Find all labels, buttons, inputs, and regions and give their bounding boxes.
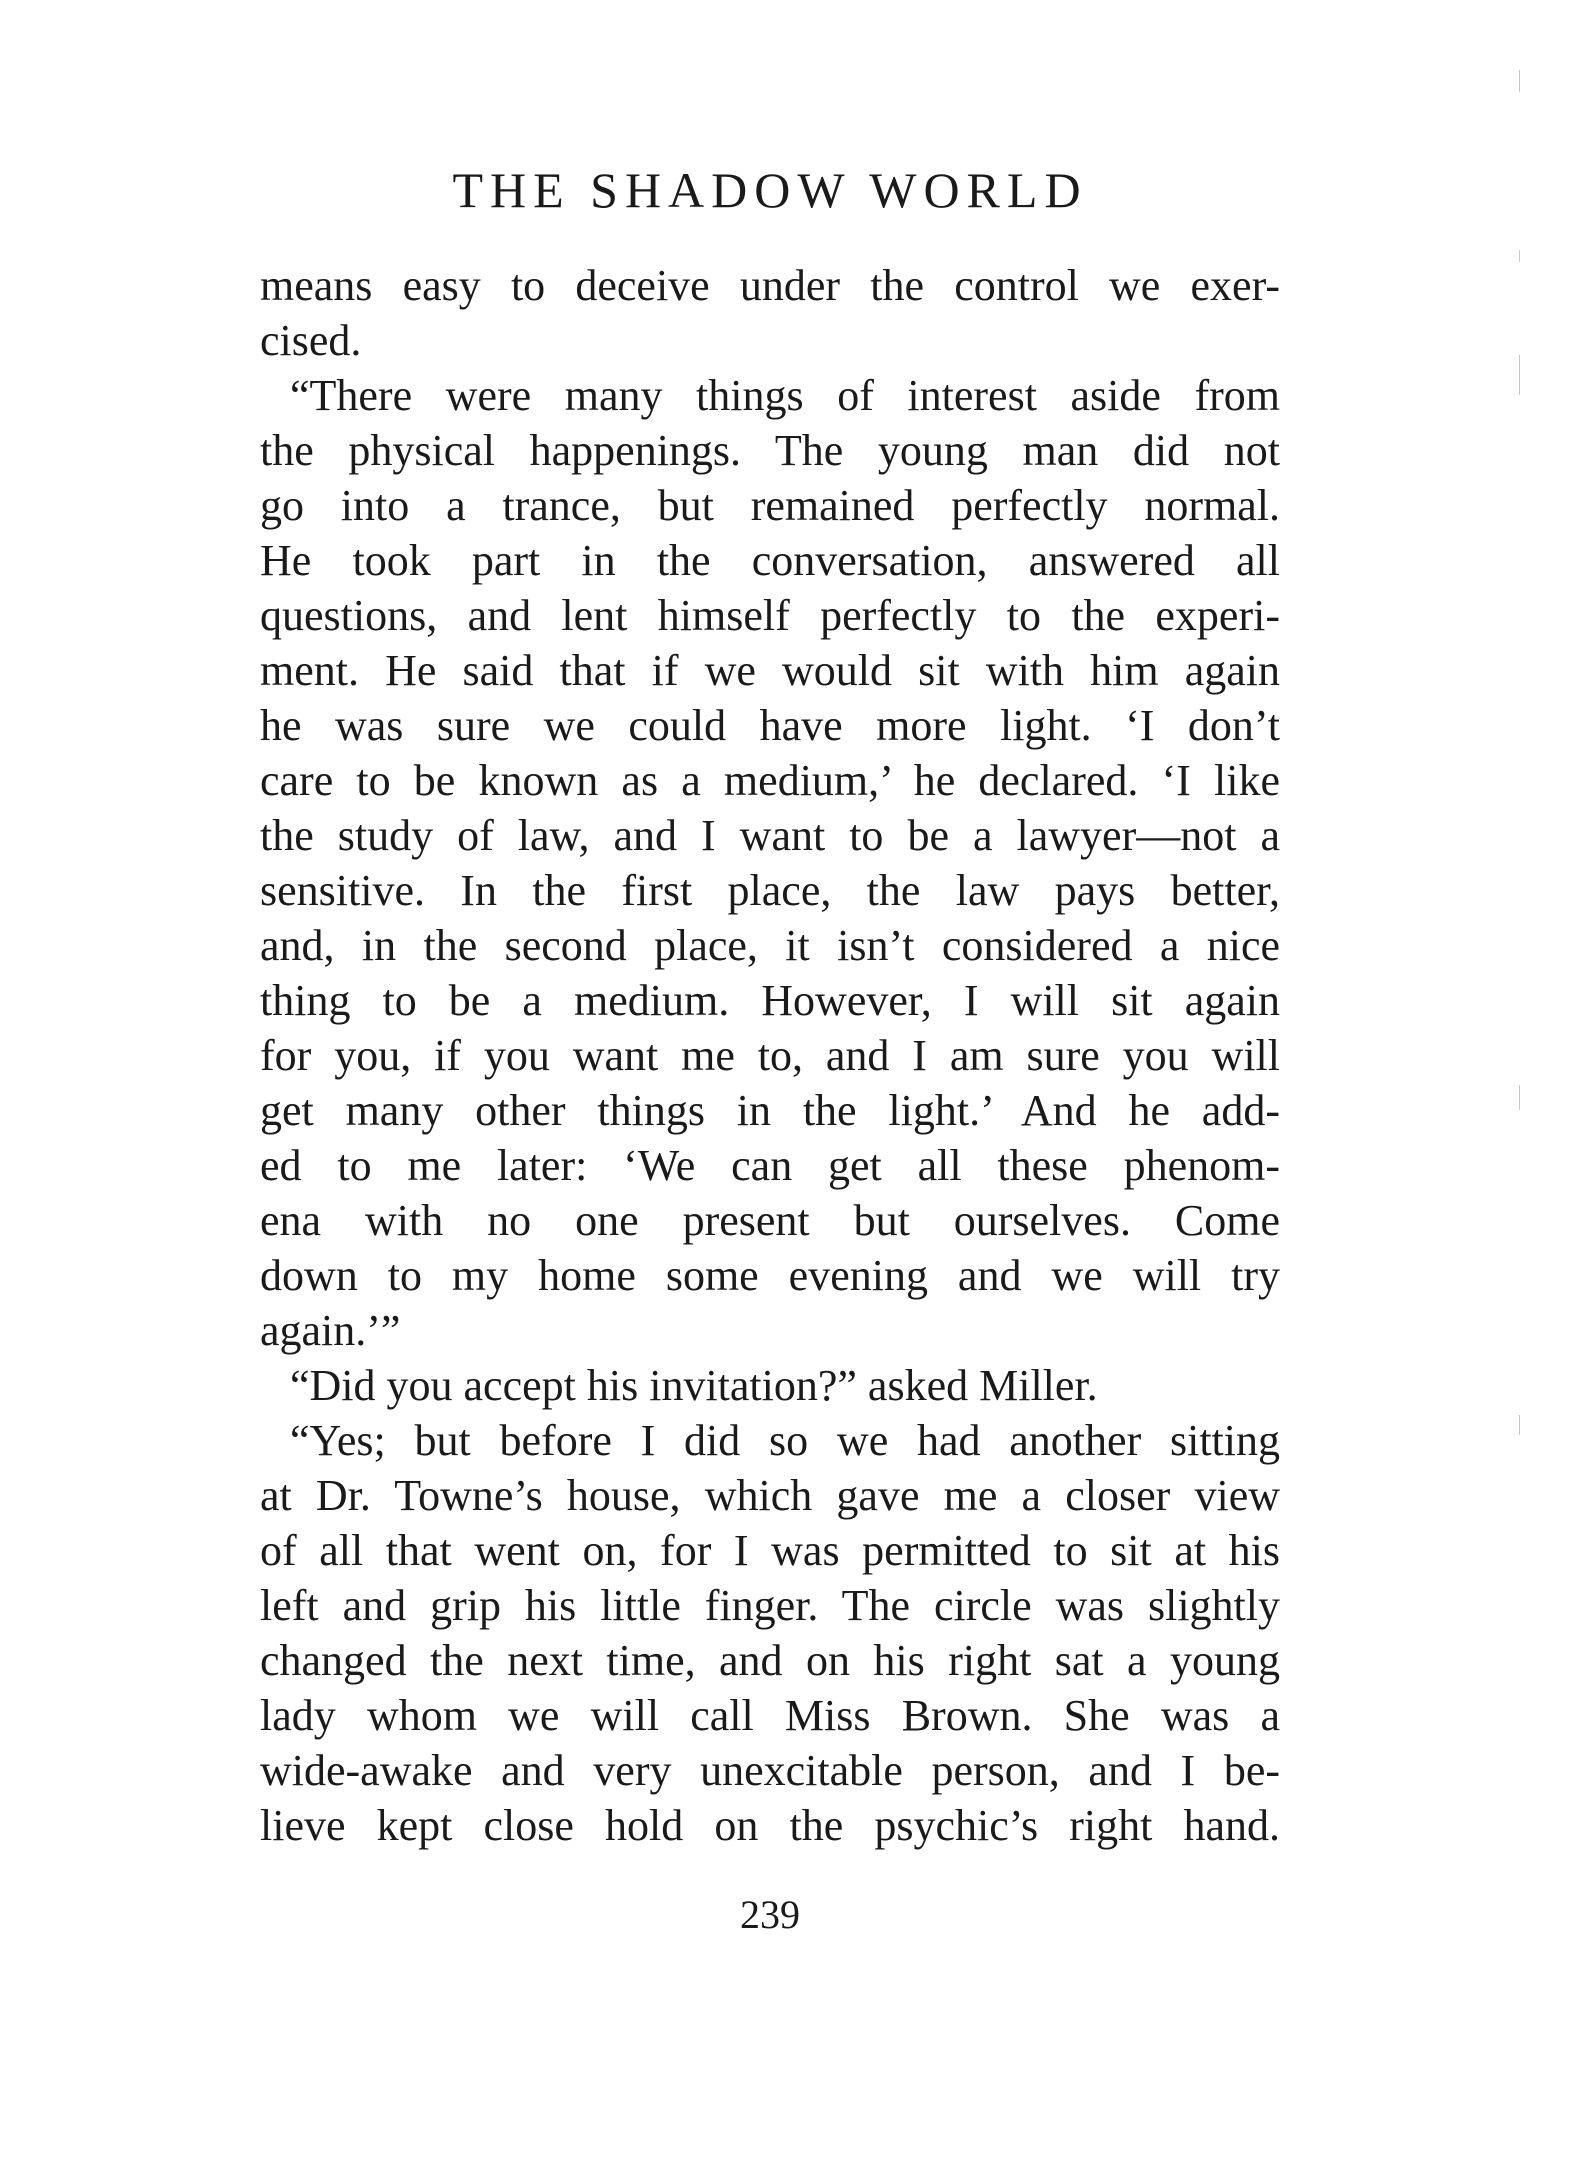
text-line: changed the next time, and on his right sat a young: [260, 1636, 1280, 1685]
text-line: ena with no one present but ourselves. Come: [260, 1196, 1280, 1245]
text-line: down to my home some evening and we will try: [260, 1251, 1280, 1300]
page-number: 239: [740, 1892, 800, 1937]
text-line: go into a trance, but remained perfectly normal.: [260, 481, 1280, 530]
text-line: he was sure we could have more light. ‘I don’t: [260, 701, 1280, 750]
text-line: “Yes; but before I did so we had another sitting: [290, 1416, 1280, 1465]
text-line: of all that went on, for I was permitted to sit at his: [260, 1526, 1280, 1575]
text-line: questions, and lent himself perfectly to the experi-: [260, 591, 1280, 640]
text-line: lieve kept close hold on the psychic’s right hand.: [260, 1801, 1280, 1850]
text-line: again.’”: [260, 1306, 401, 1355]
text-line: “There were many things of interest aside from: [290, 371, 1280, 420]
text-line: for you, if you want me to, and I am sure you will: [260, 1031, 1280, 1080]
text-line: and, in the second place, it isn’t considered a nice: [260, 921, 1280, 970]
scan-artifact: [1519, 1415, 1520, 1435]
text-line: the physical happenings. The young man did not: [260, 426, 1280, 475]
text-line: lady whom we will call Miss Brown. She was a: [260, 1691, 1280, 1740]
text-line: means easy to deceive under the control we exer-: [260, 261, 1280, 310]
scan-artifact: [1519, 250, 1520, 262]
running-head: THE SHADOW WORLD: [452, 162, 1088, 218]
scan-artifact: [1519, 355, 1520, 395]
text-line: cised.: [260, 316, 362, 365]
text-line: at Dr. Towne’s house, which gave me a closer view: [260, 1471, 1280, 1520]
text-line: He took part in the conversation, answered all: [260, 536, 1280, 585]
text-line: the study of law, and I want to be a lawyer—not a: [260, 811, 1280, 860]
scan-artifact: [1519, 1085, 1520, 1110]
text-line: sensitive. In the first place, the law pays better,: [260, 866, 1280, 915]
text-line: “Did you accept his invitation?” asked Miller.: [290, 1361, 1098, 1410]
scan-artifact: [1519, 70, 1520, 92]
text-line: get many other things in the light.’ And he add-: [260, 1086, 1280, 1135]
text-line: left and grip his little finger. The circle was slightly: [260, 1581, 1280, 1630]
text-line: ment. He said that if we would sit with him again: [260, 646, 1280, 695]
text-line: thing to be a medium. However, I will sit again: [260, 976, 1280, 1025]
text-line: ed to me later: ‘We can get all these phenom-: [260, 1141, 1280, 1190]
text-line: wide-awake and very unexcitable person, and I be-: [260, 1746, 1280, 1795]
body-text: [260, 258, 1280, 1853]
text-line: care to be known as a medium,’ he declared. ‘I like: [260, 756, 1280, 805]
